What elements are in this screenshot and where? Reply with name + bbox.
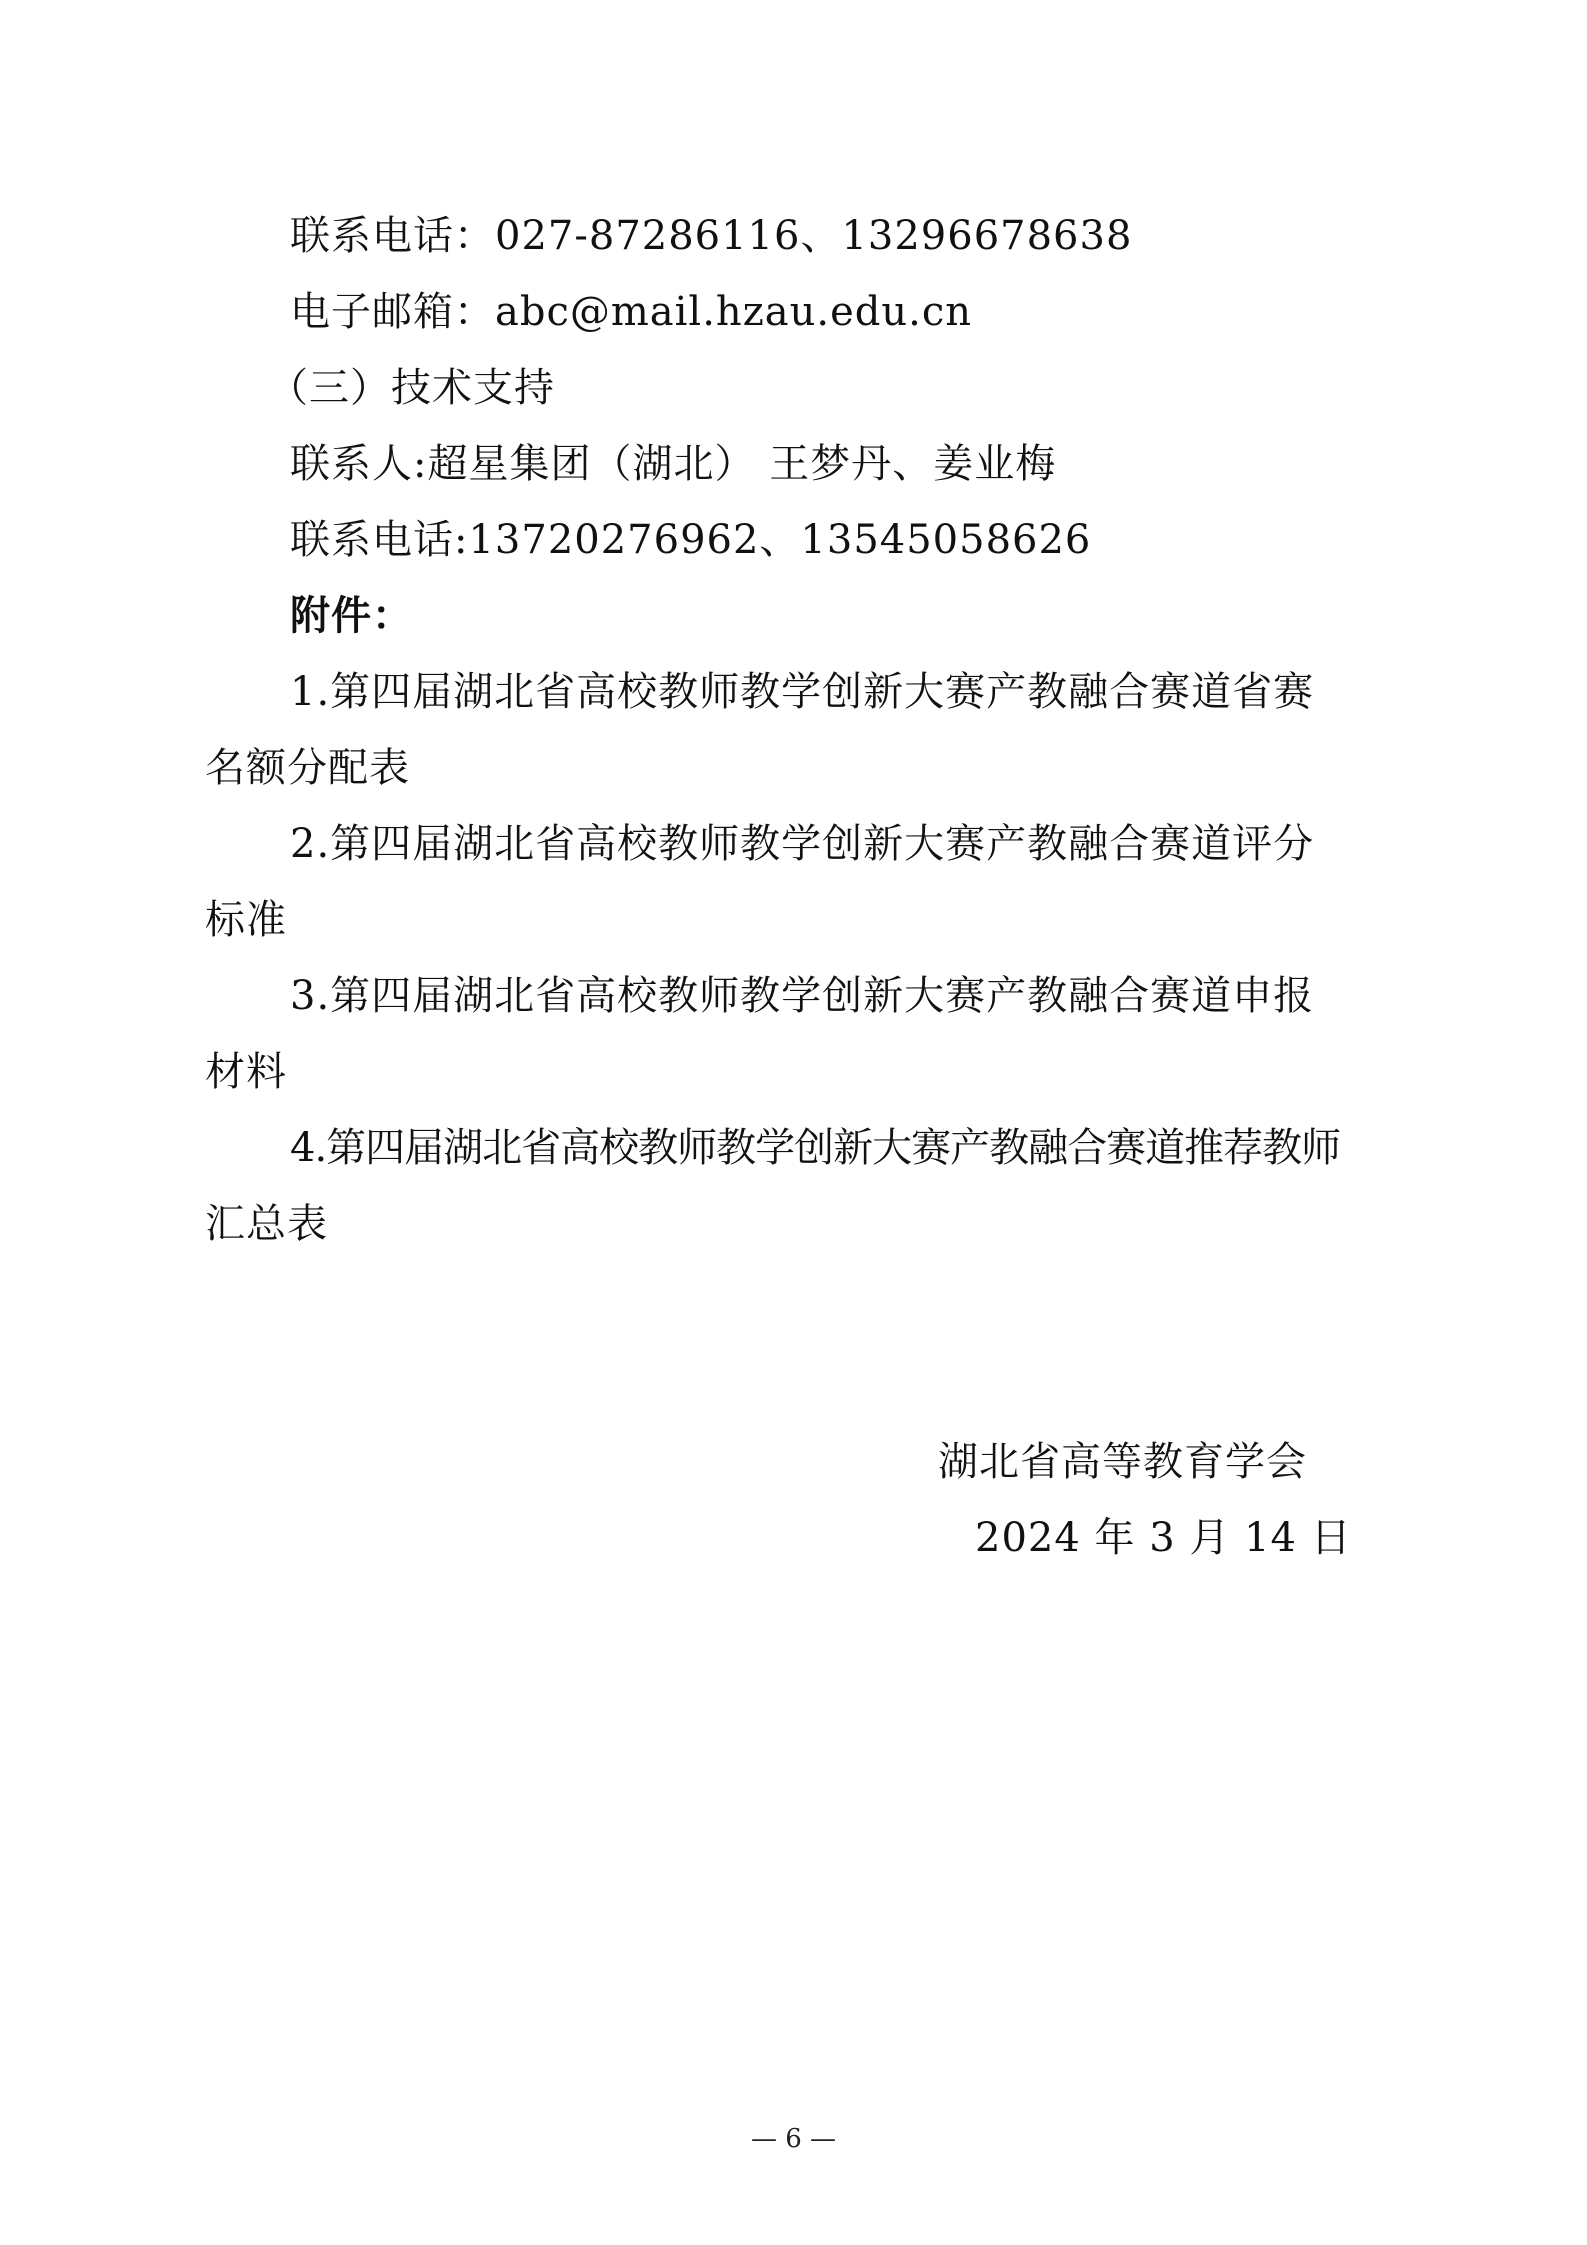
page-number: — 6 — [750,2124,837,2154]
attachments-heading: 附件： [290,593,413,639]
contact-phone-2-value: 13720276962、13545058626 [468,517,1092,563]
contact-phone-2-label: 联系电话: [290,517,469,563]
section-heading-tech-support: （三）技术支持 [268,365,555,411]
attachment-2-line-2: 标准 [205,897,287,943]
attachment-2-line-1: 2.第四届湖北省高校教师教学创新大赛产教融合赛道评分 [290,821,1315,867]
attachment-4-line-1: 4.第四届湖北省高校教师教学创新大赛产教融合赛道推荐教师 [290,1125,1341,1171]
contact-phone-line-2 [290,514,1091,566]
signature-date: 2024 年 3 月 14 日 [975,1515,1352,1561]
attachment-1-line-1: 1.第四届湖北省高校教师教学创新大赛产教融合赛道省赛 [290,669,1315,715]
attachment-1-line-2: 名额分配表 [205,745,410,791]
contact-phone-label: 联系电话： [290,213,495,259]
attachment-3-line-1: 3.第四届湖北省高校教师教学创新大赛产教融合赛道申报 [290,973,1315,1019]
attachment-3-line-2: 材料 [205,1049,287,1095]
signature-organization: 湖北省高等教育学会 [938,1439,1307,1485]
contact-phone-value: 027-87286116、13296678638 [495,213,1133,259]
email-label: 电子邮箱： [290,289,495,335]
email-line [290,286,972,338]
tech-contact-value: 超星集团（湖北） 王梦丹、姜业梅 [427,441,1057,487]
contact-phone-line-1 [290,210,1132,262]
attachment-4-line-2: 汇总表 [205,1201,328,1247]
tech-contact-line [290,438,1056,490]
tech-contact-label: 联系人: [290,441,428,487]
email-value: abc@mail.hzau.edu.cn [495,289,973,335]
